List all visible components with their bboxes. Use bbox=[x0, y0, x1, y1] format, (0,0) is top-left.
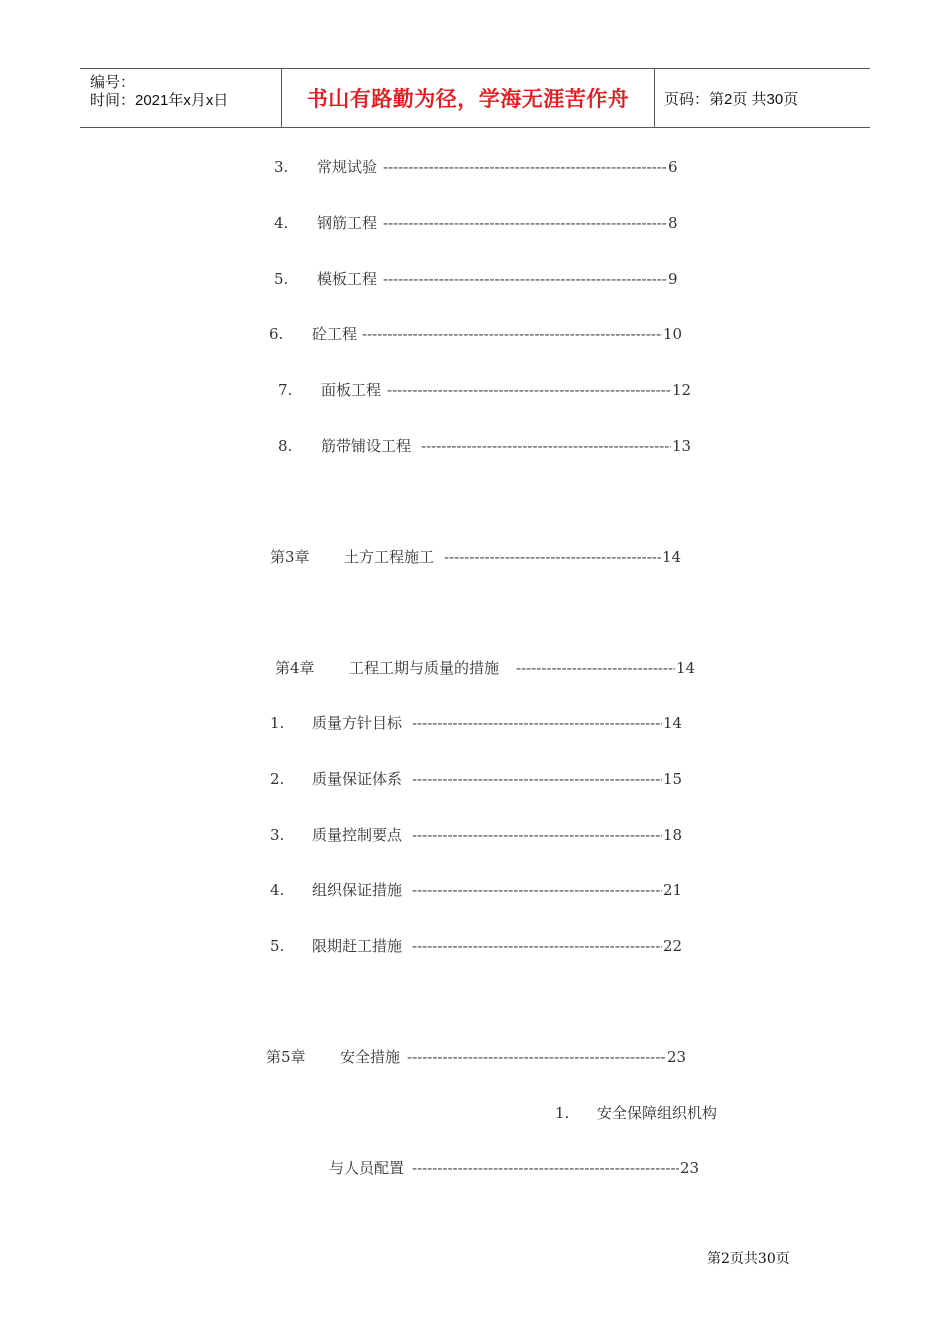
toc-entry[interactable] bbox=[0, 435, 950, 457]
toc-chapter-title: 安全措施 bbox=[340, 1048, 401, 1066]
toc-leader bbox=[387, 379, 671, 401]
toc-entry[interactable] bbox=[0, 323, 950, 345]
toc-entry-page: 15 bbox=[663, 770, 683, 788]
toc-entry-continuation[interactable] bbox=[0, 1157, 950, 1179]
toc-entry[interactable] bbox=[0, 768, 950, 790]
toc-chapter-number: 第5章 bbox=[266, 1048, 306, 1066]
toc-chapter[interactable] bbox=[0, 546, 950, 568]
toc-entry-number: 8. bbox=[278, 437, 293, 455]
document-number-label: 编号： bbox=[90, 74, 136, 91]
toc-leader bbox=[516, 657, 675, 679]
toc-entry[interactable] bbox=[0, 935, 950, 957]
toc-chapter-title: 土方工程施工 bbox=[344, 548, 435, 566]
toc-entry-title: 组织保证措施 bbox=[312, 881, 403, 899]
toc-entry-title: 限期赶工措施 bbox=[312, 937, 403, 955]
toc-entry-page: 12 bbox=[672, 381, 692, 399]
toc-entry-page: 23 bbox=[680, 1159, 700, 1177]
toc-entry[interactable] bbox=[0, 212, 950, 234]
toc-entry-page: 18 bbox=[663, 826, 683, 844]
page-footer: 第2页共30页 bbox=[707, 1251, 790, 1267]
toc-chapter[interactable] bbox=[0, 657, 950, 679]
toc-chapter-page: 14 bbox=[676, 659, 696, 677]
toc-chapter[interactable] bbox=[0, 1046, 950, 1068]
toc-entry-number: 6. bbox=[269, 325, 284, 343]
toc-entry-title: 质量控制要点 bbox=[312, 826, 403, 844]
toc-entry[interactable] bbox=[0, 268, 950, 290]
toc-entry[interactable] bbox=[0, 379, 950, 401]
toc-leader bbox=[383, 268, 667, 290]
toc-entry-number: 3. bbox=[270, 826, 285, 844]
toc-chapter-title: 工程工期与质量的措施 bbox=[349, 659, 500, 677]
toc-chapter-page: 14 bbox=[662, 548, 682, 566]
toc-leader bbox=[383, 212, 667, 234]
toc-entry-title: 面板工程 bbox=[321, 381, 382, 399]
toc-entry[interactable] bbox=[0, 824, 950, 846]
toc-chapter-page: 23 bbox=[667, 1048, 687, 1066]
toc-entry-number: 4. bbox=[274, 214, 289, 232]
toc-entry-page: 8 bbox=[668, 214, 678, 232]
toc-leader bbox=[412, 712, 662, 734]
toc-entry-title: 质量方针目标 bbox=[312, 714, 403, 732]
header-motto: 书山有路勤为径，学海无涯苦作舟 bbox=[282, 69, 655, 127]
toc-entry-number: 2. bbox=[270, 770, 285, 788]
toc-leader bbox=[412, 1157, 679, 1179]
toc-leader bbox=[444, 546, 661, 568]
toc-entry-number: 3. bbox=[274, 158, 289, 176]
toc-entry-title: 钢筋工程 bbox=[317, 214, 378, 232]
toc-leader bbox=[362, 323, 662, 345]
toc-entry-number: 1. bbox=[270, 714, 285, 732]
toc-leader bbox=[383, 156, 667, 178]
toc-leader bbox=[421, 435, 671, 457]
toc-entry-title: 模板工程 bbox=[317, 270, 378, 288]
toc-entry-page: 22 bbox=[663, 937, 683, 955]
toc-leader bbox=[412, 879, 662, 901]
toc-entry-title: 常规试验 bbox=[317, 158, 378, 176]
toc-entry[interactable] bbox=[0, 1102, 950, 1124]
toc-entry-title: 筋带铺设工程 bbox=[321, 437, 412, 455]
toc-entry[interactable] bbox=[0, 879, 950, 901]
toc-entry[interactable] bbox=[0, 712, 950, 734]
toc-leader bbox=[407, 1046, 666, 1068]
header-page-info: 页码：第2页 共30页 bbox=[664, 90, 799, 108]
toc-entry-page: 21 bbox=[663, 881, 683, 899]
toc-entry-number: 5. bbox=[270, 937, 285, 955]
toc-chapter-number: 第4章 bbox=[275, 659, 315, 677]
toc-entry-page: 10 bbox=[663, 325, 683, 343]
toc-entry-number: 1. bbox=[555, 1104, 570, 1122]
toc-chapter-number: 第3章 bbox=[270, 548, 310, 566]
toc-leader bbox=[412, 935, 662, 957]
toc-leader bbox=[412, 824, 662, 846]
toc-entry-number: 4. bbox=[270, 881, 285, 899]
toc-entry-number: 5. bbox=[274, 270, 289, 288]
toc-entry[interactable] bbox=[0, 156, 950, 178]
toc-entry-page: 9 bbox=[668, 270, 678, 288]
toc-entry-number: 7. bbox=[278, 381, 293, 399]
toc-entry-title: 砼工程 bbox=[312, 325, 358, 343]
toc-entry-title: 质量保证体系 bbox=[312, 770, 403, 788]
toc-entry-title: 安全保障组织机构 bbox=[597, 1104, 718, 1122]
document-date: 时间：2021年x月x日 bbox=[90, 92, 229, 109]
toc-entry-page: 13 bbox=[672, 437, 692, 455]
toc-entry-page: 6 bbox=[668, 158, 678, 176]
toc-leader bbox=[412, 768, 662, 790]
toc-entry-title: 与人员配置 bbox=[329, 1159, 405, 1177]
toc-entry-page: 14 bbox=[663, 714, 683, 732]
